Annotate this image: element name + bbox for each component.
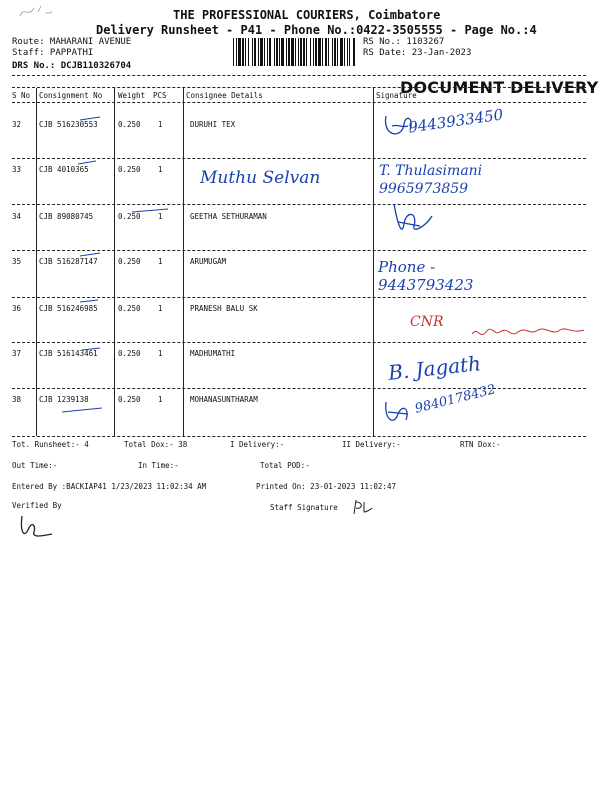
document-delivery-stamp: DOCUMENT DELIVERY xyxy=(400,78,599,97)
row-sno: 36 xyxy=(12,304,22,313)
row-consignee: GEETHA SETHURAMAN xyxy=(190,212,267,221)
in-time: In Time:- xyxy=(138,461,179,470)
column-header-signature: Signature xyxy=(376,91,417,100)
runsheet-subtitle: Delivery Runsheet - P41 - Phone No.:0422-3505555 - Page No.:4 xyxy=(96,23,537,37)
row-weight: 0.250 xyxy=(118,212,141,221)
row-sno: 34 xyxy=(12,212,22,221)
row-pcs: 1 xyxy=(158,120,163,129)
column-divider xyxy=(373,88,374,436)
drs-number: DRS No.: DCJB110326704 xyxy=(12,61,132,71)
row-consignment: CJB 516143461 xyxy=(39,349,98,358)
row-consignee: PRANESH BALU SK xyxy=(190,304,258,313)
recipient-signature xyxy=(380,396,416,430)
row-consignment: CJB 89080745 xyxy=(39,212,94,221)
handwritten-phone: 9840178432 xyxy=(413,382,498,417)
column-header-consignee: Consignee Details xyxy=(186,91,263,100)
verifier-signature xyxy=(16,512,56,542)
divider xyxy=(12,102,586,103)
total-runsheet: Tot. Runsheet:- 4 xyxy=(12,440,89,449)
pen-tick-marks xyxy=(60,108,170,428)
row-consignment: CJB 516230553 xyxy=(39,120,98,129)
row-pcs: 1 xyxy=(158,349,163,358)
column-divider xyxy=(183,88,184,436)
row-consignee: MADHUMATHI xyxy=(190,349,236,358)
column-header-sno: S No xyxy=(12,91,31,100)
row-weight: 0.250 xyxy=(118,257,141,266)
rs-date: RS Date: 23-Jan-2023 xyxy=(363,48,472,58)
row-pcs: 1 xyxy=(158,257,163,266)
row-consignment: CJB 1239138 xyxy=(39,395,89,404)
verified-by-label: Verified By xyxy=(12,501,62,510)
staff-label: Staff: PAPPATHI xyxy=(12,48,94,58)
row-divider xyxy=(12,436,586,437)
total-dox: Total Dox:- 38 xyxy=(124,440,188,449)
column-divider xyxy=(36,88,37,436)
row-pcs: 1 xyxy=(158,304,163,313)
row-consignee: ARUMUGAM xyxy=(190,257,227,266)
total-pod: Total POD:- xyxy=(260,461,310,470)
divider xyxy=(12,75,586,76)
handwritten-phone: 9443933450 xyxy=(407,105,505,137)
row-pcs: 1 xyxy=(158,165,163,174)
handwritten-recipient: B. Jagath xyxy=(387,351,482,385)
column-header-consignment: Consignment No xyxy=(39,91,103,100)
row-sno: 32 xyxy=(12,120,22,129)
rs-number: RS No.: 1103267 xyxy=(363,37,445,47)
row-consignment: CJB 4010365 xyxy=(39,165,89,174)
i-delivery: I Delivery:- xyxy=(230,440,285,449)
column-header-pcs: PCS xyxy=(153,91,167,100)
route-label: Route: MAHARANI AVENUE xyxy=(12,37,132,47)
company-title: THE PROFESSIONAL COURIERS, Coimbatore xyxy=(173,8,441,22)
pen-scribble-mark xyxy=(16,2,56,22)
column-header-weight: Weight xyxy=(118,91,146,100)
red-pen-scribble xyxy=(470,320,588,348)
handwritten-consignee: Muthu Selvan xyxy=(200,168,321,188)
staff-signature-label: Staff Signature xyxy=(270,503,338,512)
row-weight: 0.250 xyxy=(118,349,141,358)
row-sno: 33 xyxy=(12,165,22,174)
printed-on: Printed On: 23-01-2023 11:02:47 xyxy=(256,482,396,491)
staff-signature-mark xyxy=(352,498,376,516)
handwritten-phone: Phone - 9443793423 xyxy=(378,258,474,294)
row-pcs: 1 xyxy=(158,395,163,404)
rtn-dox: RTN Dox:- xyxy=(460,440,501,449)
row-pcs: 1 xyxy=(158,212,163,221)
row-weight: 0.250 xyxy=(118,395,141,404)
row-consignee: MOHANASUNTHARAM xyxy=(190,395,258,404)
handwritten-note: CNR xyxy=(410,314,444,330)
row-sno: 38 xyxy=(12,395,22,404)
row-weight: 0.250 xyxy=(118,304,141,313)
ii-delivery: II Delivery:- xyxy=(342,440,401,449)
row-weight: 0.250 xyxy=(118,120,141,129)
row-weight: 0.250 xyxy=(118,165,141,174)
row-consignee: DURUHI TEX xyxy=(190,120,236,129)
row-consignment: CJB 516246985 xyxy=(39,304,98,313)
handwritten-recipient: T. Thulasimani 9965973859 xyxy=(379,163,483,197)
row-consignment: CJB 516287147 xyxy=(39,257,98,266)
entered-by: Entered By :BACKIAP41 1/23/2023 11:02:34 AM xyxy=(12,482,207,491)
row-sno: 35 xyxy=(12,257,22,266)
barcode-image xyxy=(232,38,356,66)
out-time: Out Time:- xyxy=(12,461,58,470)
recipient-signature xyxy=(388,196,438,242)
divider xyxy=(12,87,586,88)
row-sno: 37 xyxy=(12,349,22,358)
